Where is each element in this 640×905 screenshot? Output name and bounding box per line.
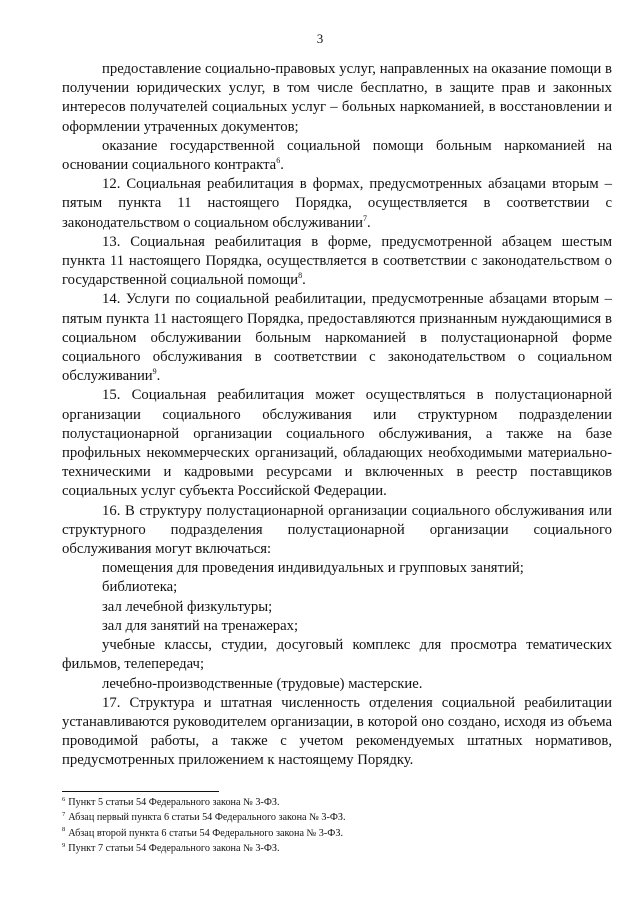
paragraph-text: учебные классы, студии, досуговый комплекс для просмотра тематических фильмов, телепередач; (62, 637, 612, 673)
list-item-gym (62, 617, 612, 636)
paragraph-item-14: 14. Услуги по социальной реабилитации, предусмотренные абзацами вторым – пятым пункта 11 настоящего Порядка, предоставляются признанным нуждающимися в социальном обслуживании больным наркоманией в полустационарной форме социального обслуживания в соответствии с законодательством о социальном обслуживании$^9$. (62, 291, 612, 385)
footnote-divider (62, 791, 219, 792)
paragraph-item-16 (62, 502, 612, 560)
list-item-classes (62, 636, 612, 674)
footnote-text: Абзац второй пункта 6 статьи 54 Федерального закона № 3-ФЗ. (68, 827, 343, 839)
list-item-rooms (62, 559, 612, 578)
footnote-number: 8 (62, 826, 66, 834)
footnote (62, 841, 612, 856)
footnote-ref[interactable]: 6 (276, 156, 281, 166)
paragraph-text: библиотека; (102, 579, 178, 596)
paragraph-item-15 (62, 386, 612, 501)
paragraph-text: зал лечебной физкультуры; (102, 598, 273, 615)
paragraph-text: 15. Социальная реабилитация может осуществляться в полустационарной организации социального обслуживания или структурном подразделении полустационарной организации социального обслуживания, а также на базе профильных некоммерческих организаций, обладающих необходимыми материально-техническими и кадровыми ресурсами и включенных в реестр поставщиков социальных услуг субъекта Российской Федерации. (62, 387, 612, 500)
footnote (62, 795, 612, 810)
footnote-text: Пункт 5 статьи 54 Федерального закона № 3-ФЗ. (68, 797, 280, 808)
paragraph-item-13: 13. Социальная реабилитация в форме, предусмотренной абзацем шестым пункта 11 настоящего Порядка, осуществляется в соответствии с законодательством о государственной социальной помощи$^8$. (62, 233, 612, 289)
paragraph-text: 12. Социальная реабилитация в формах, предусмотренных абзацами вторым – пятым пункта 11 настоящего Порядка, осуществляется в соответствии с законодательством о социальном обслуживании (62, 176, 612, 231)
footnote-number: 9 (62, 841, 66, 849)
list-item-physio-hall (62, 598, 612, 617)
footnote-ref[interactable]: 8 (298, 271, 303, 281)
footnotes (62, 795, 612, 857)
footnote-text: Абзац первый пункта 6 статьи 54 Федерального закона № 3-ФЗ. (68, 812, 346, 824)
list-item-library (62, 578, 612, 597)
footnote-ref[interactable]: 9 (152, 367, 157, 377)
list-item-workshops (62, 675, 612, 694)
paragraph-text: 17. Структура и штатная численность отделения социальной реабилитации устанавливаются руководителем организации, в которой оно создано, исходя из объема проводимой работы, а также с учетом рекомендуемых штатных нормативов, предусмотренных приложением к настоящему Порядку. (62, 694, 612, 769)
page-number: 3 (316, 31, 324, 46)
paragraph-text: 14. Услуги по социальной реабилитации, предусмотренные абзацами вторым – пятым пункта 11 настоящего Порядка, предоставляются признанным нуждающимися в социальном обслуживании больным наркоманией в полустационарной форме социального обслуживания в соответствии с законодательством о социальном обслуживании (62, 291, 612, 385)
body-text (62, 60, 612, 771)
paragraph-text: предоставление социально-правовых услуг, направленных на оказание помощи в получении юридических услуг, в том числе бесплатно, в защите прав и законных интересов получателей социальных услуг – больных наркоманией, в восстановлении и оформлении утраченных документов; (62, 61, 612, 135)
paragraph-text: 13. Социальная реабилитация в форме, предусмотренной абзацем шестым пункта 11 настоящего Порядка, осуществляется в соответствии с законодательством о государственной социальной помощи (62, 233, 612, 289)
footnote-text: Пункт 7 статьи 54 Федерального закона № 3-ФЗ. (68, 843, 280, 855)
paragraph-text: зал для занятий на тренажерах; (102, 617, 299, 634)
paragraph-text: оказание государственной социальной помощи больным наркоманией на основании социального контракта (62, 137, 612, 174)
footnote-number: 6 (62, 795, 66, 803)
paragraph-social-contract: оказание государственной социальной помощи больным наркоманией на основании социального контракта$^6$. (62, 137, 612, 174)
footnote (62, 810, 612, 825)
paragraph-legal-services (62, 60, 612, 137)
footnote-ref[interactable]: 7 (363, 213, 368, 223)
paragraph-item-12: 12. Социальная реабилитация в формах, предусмотренных абзацами вторым – пятым пункта 11 настоящего Порядка, осуществляется в соответствии с законодательством о социальном обслуживании$^7$. (62, 176, 612, 231)
paragraph-item-17 (62, 694, 612, 771)
paragraph-text: помещения для проведения индивидуальных и групповых занятий; (102, 560, 524, 577)
footnote (62, 826, 612, 841)
paragraph-text: 16. В структуру полустационарной организации социального обслуживания или структурного подразделения полустационарной организации социального обслуживания могут включаться: (62, 502, 612, 558)
footnote-number: 7 (62, 811, 66, 819)
paragraph-text: лечебно-производственные (трудовые) мастерские. (102, 675, 423, 692)
